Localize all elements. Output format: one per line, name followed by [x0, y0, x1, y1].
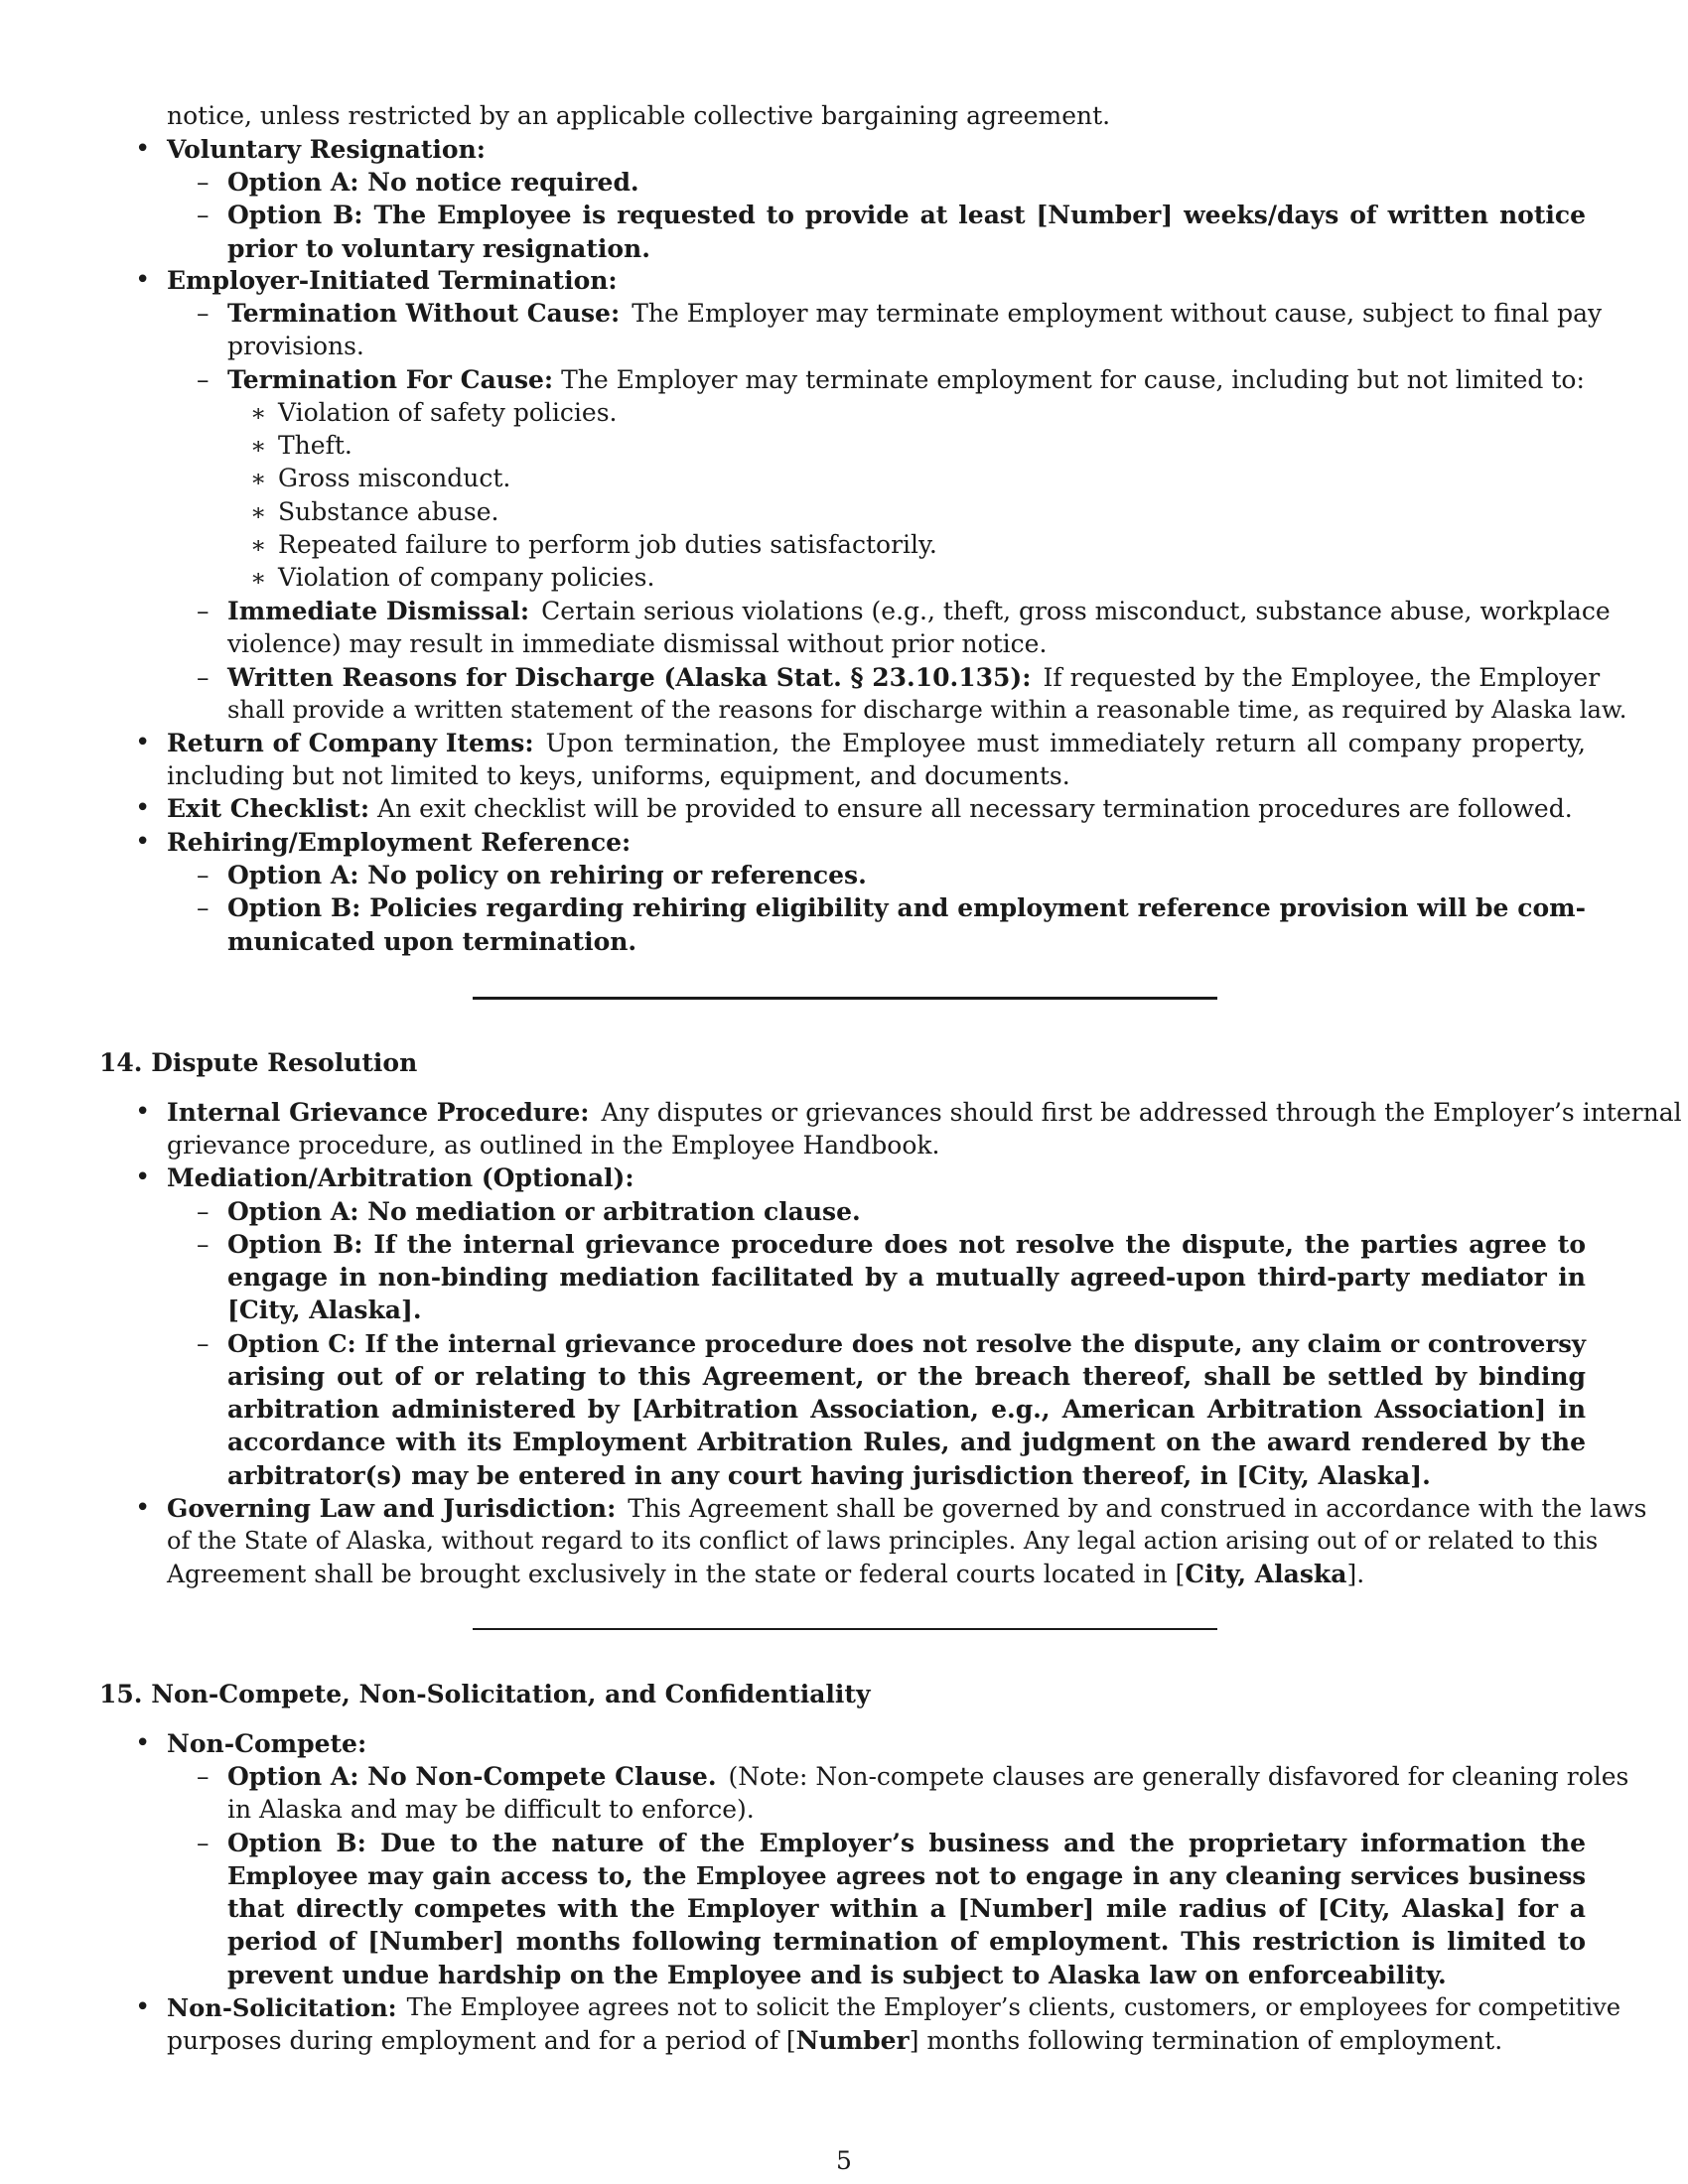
dash-marker: –	[197, 893, 210, 922]
list-item: Violation of safety policies.	[278, 398, 618, 427]
item-heading-non-compete: Non-Compete:	[167, 1729, 367, 1758]
list-item: Gross misconduct.	[278, 464, 511, 492]
paragraph-line: grievance procedure, as outlined in the Employee Handbook.	[167, 1131, 940, 1160]
term-label: Internal Grievance Procedure:	[167, 1098, 590, 1127]
text-run: Agreement shall be brought exclusively in the state or federal courts located in [	[167, 1560, 1186, 1588]
page-number: 5	[836, 2146, 852, 2175]
paragraph-line	[167, 727, 1586, 760]
option-line: Option A: No mediation or arbitration clause.	[227, 1197, 861, 1226]
option-line: Option C: If the internal grievance procedure does not resolve the dispute, any claim or controversy	[227, 1329, 1586, 1358]
dash-marker: –	[197, 168, 210, 197]
text-run: ].	[1346, 1560, 1365, 1588]
term-text: Any disputes or grievances should first be addressed through the Employer’s internal	[601, 1098, 1682, 1127]
option-line: [City, Alaska].	[227, 1296, 422, 1324]
option-line: Option B: If the internal grievance procedure does not resolve the dispute, the parties agree to	[227, 1230, 1586, 1259]
dash-marker: –	[197, 861, 210, 889]
paragraph-line: provisions.	[227, 332, 364, 360]
option-line: Option B: Policies regarding rehiring eligibility and employment reference provision will be com-	[227, 893, 1586, 922]
star-marker: ∗	[250, 399, 267, 427]
option-line: engage in non-binding mediation facilitated by a mutually agreed-upon third-party mediator in	[227, 1263, 1586, 1292]
dash-marker: –	[197, 299, 210, 328]
section-divider	[473, 997, 1217, 1000]
option-line: Option B: Due to the nature of the Employer’s business and the proprietary information the	[227, 1829, 1586, 1857]
section-divider	[473, 1628, 1217, 1630]
option-line: Employee may gain access to, the Employee agrees not to engage in any cleaning services business	[227, 1861, 1586, 1890]
option-line: arbitration administered by [Arbitration Association, e.g., American Arbitration Association] in	[227, 1395, 1586, 1424]
dash-marker: –	[197, 597, 210, 625]
item-heading-rehiring: Rehiring/Employment Reference:	[167, 828, 632, 857]
bullet-marker: •	[135, 1728, 151, 1758]
paragraph-line	[227, 595, 1611, 628]
term-label: Termination For Cause:	[227, 365, 554, 394]
term-label: Non-Solicitation:	[167, 1993, 397, 2022]
dash-marker: –	[197, 1197, 210, 1226]
term-text: Upon termination, the Employee must immediately return all company property,	[545, 729, 1586, 757]
paragraph-line: notice, unless restricted by an applicable collective bargaining agreement.	[167, 101, 1111, 130]
bullet-marker: •	[135, 134, 151, 164]
bullet-marker: •	[135, 793, 151, 823]
term-text: If requested by the Employee, the Employer	[1043, 663, 1601, 692]
text-run: purposes during employment and for a period of [	[167, 2026, 796, 2055]
text-run: ] months following termination of employment.	[909, 2026, 1503, 2055]
dash-marker: –	[197, 1762, 210, 1791]
bullet-marker: •	[135, 1097, 151, 1127]
term-label: Immediate Dismissal:	[227, 597, 530, 625]
paragraph-line: shall provide a written statement of the reasons for discharge within a reasonable time, as required by Alaska law.	[227, 696, 1627, 724]
paragraph-line	[167, 1096, 1682, 1130]
list-item: Substance abuse.	[278, 497, 499, 526]
paragraph-line	[167, 1492, 1647, 1526]
paragraph-line	[167, 1558, 1364, 1591]
list-item: Violation of company policies.	[278, 563, 655, 592]
star-marker: ∗	[250, 531, 267, 559]
term-label: Return of Company Items:	[167, 729, 534, 757]
option-line: arising out of or relating to this Agreement, or the breach thereof, shall be settled by binding	[227, 1362, 1586, 1391]
item-heading-employer-termination: Employer-Initiated Termination:	[167, 266, 618, 295]
bullet-marker: •	[135, 265, 151, 295]
option-line: Option A: No notice required.	[227, 168, 639, 197]
term-label: Governing Law and Jurisdiction:	[167, 1494, 617, 1523]
placeholder-city: City, Alaska	[1185, 1560, 1347, 1588]
term-text: The Employer may terminate employment without cause, subject to final pay	[632, 299, 1603, 328]
star-marker: ∗	[250, 564, 267, 592]
list-item: Theft.	[278, 431, 352, 460]
paragraph-line: including but not limited to keys, uniforms, equipment, and documents.	[167, 761, 1070, 790]
term-label: Option A: No Non-Compete Clause.	[227, 1762, 717, 1791]
term-text: An exit checklist will be provided to ensure all necessary termination procedures are followed.	[377, 794, 1573, 823]
paragraph-line	[167, 792, 1573, 826]
dash-marker: –	[197, 1230, 210, 1259]
term-text: This Agreement shall be governed by and construed in accordance with the laws	[628, 1494, 1647, 1523]
bullet-marker: •	[135, 1992, 151, 2022]
paragraph-line	[227, 1760, 1629, 1794]
dash-marker: –	[197, 201, 210, 229]
bullet-marker: •	[135, 728, 151, 757]
item-heading-voluntary-resignation: Voluntary Resignation:	[167, 135, 487, 164]
paragraph-line: of the State of Alaska, without regard to its conflict of laws principles. Any legal action arising out of or related to this	[167, 1527, 1599, 1555]
option-line: Option B: The Employee is requested to provide at least [Number] weeks/days of written notice	[227, 201, 1586, 229]
option-line: municated upon termination.	[227, 927, 637, 956]
option-line: period of [Number] months following termination of employment. This restriction is limited to	[227, 1927, 1586, 1956]
option-line: accordance with its Employment Arbitration Rules, and judgment on the award rendered by the	[227, 1428, 1586, 1456]
placeholder-number: Number	[795, 2026, 910, 2055]
list-item: Repeated failure to perform job duties satisfactorily.	[278, 530, 937, 559]
term-text: (Note: Non-compete clauses are generally disfavored for cleaning roles	[728, 1762, 1629, 1791]
item-heading-mediation: Mediation/Arbitration (Optional):	[167, 1163, 634, 1192]
option-line: Option A: No policy on rehiring or references.	[227, 861, 867, 889]
bullet-marker: •	[135, 1162, 151, 1192]
section-heading-15: 15. Non-Compete, Non-Solicitation, and Confidentiality	[99, 1680, 871, 1708]
star-marker: ∗	[250, 432, 267, 460]
paragraph-line	[227, 363, 1585, 397]
term-label: Termination Without Cause:	[227, 299, 621, 328]
dash-marker: –	[197, 663, 210, 692]
section-heading-14: 14. Dispute Resolution	[99, 1048, 418, 1077]
term-text: Certain serious violations (e.g., theft, gross misconduct, substance abuse, workplace	[541, 597, 1611, 625]
paragraph-line: violence) may result in immediate dismissal without prior notice.	[227, 629, 1048, 658]
dash-marker: –	[197, 1329, 210, 1358]
star-marker: ∗	[250, 498, 267, 526]
term-text: The Employer may terminate employment for cause, including but not limited to:	[561, 365, 1585, 394]
option-line: prevent undue hardship on the Employee and is subject to Alaska law on enforceability.	[227, 1961, 1447, 1989]
dash-marker: –	[197, 1829, 210, 1857]
option-line: that directly competes with the Employer within a [Number] mile radius of [City, Alaska] for a	[227, 1894, 1586, 1923]
dash-marker: –	[197, 365, 210, 394]
option-line: prior to voluntary resignation.	[227, 234, 650, 263]
paragraph-line	[167, 2024, 1502, 2058]
paragraph-line	[227, 297, 1603, 331]
paragraph-line	[167, 1991, 1621, 2025]
paragraph-line: in Alaska and may be difficult to enforce).	[227, 1795, 755, 1824]
bullet-marker: •	[135, 1493, 151, 1523]
paragraph-line	[227, 661, 1601, 695]
term-label: Exit Checklist:	[167, 794, 370, 823]
term-text: The Employee agrees not to solicit the Employer’s clients, customers, or employees for competitive	[406, 1993, 1621, 2021]
bullet-marker: •	[135, 827, 151, 857]
term-label: Written Reasons for Discharge (Alaska Stat. § 23.10.135):	[227, 663, 1032, 692]
star-marker: ∗	[250, 465, 267, 492]
option-line: arbitrator(s) may be entered in any court having jurisdiction thereof, in [City, Alaska].	[227, 1461, 1431, 1490]
